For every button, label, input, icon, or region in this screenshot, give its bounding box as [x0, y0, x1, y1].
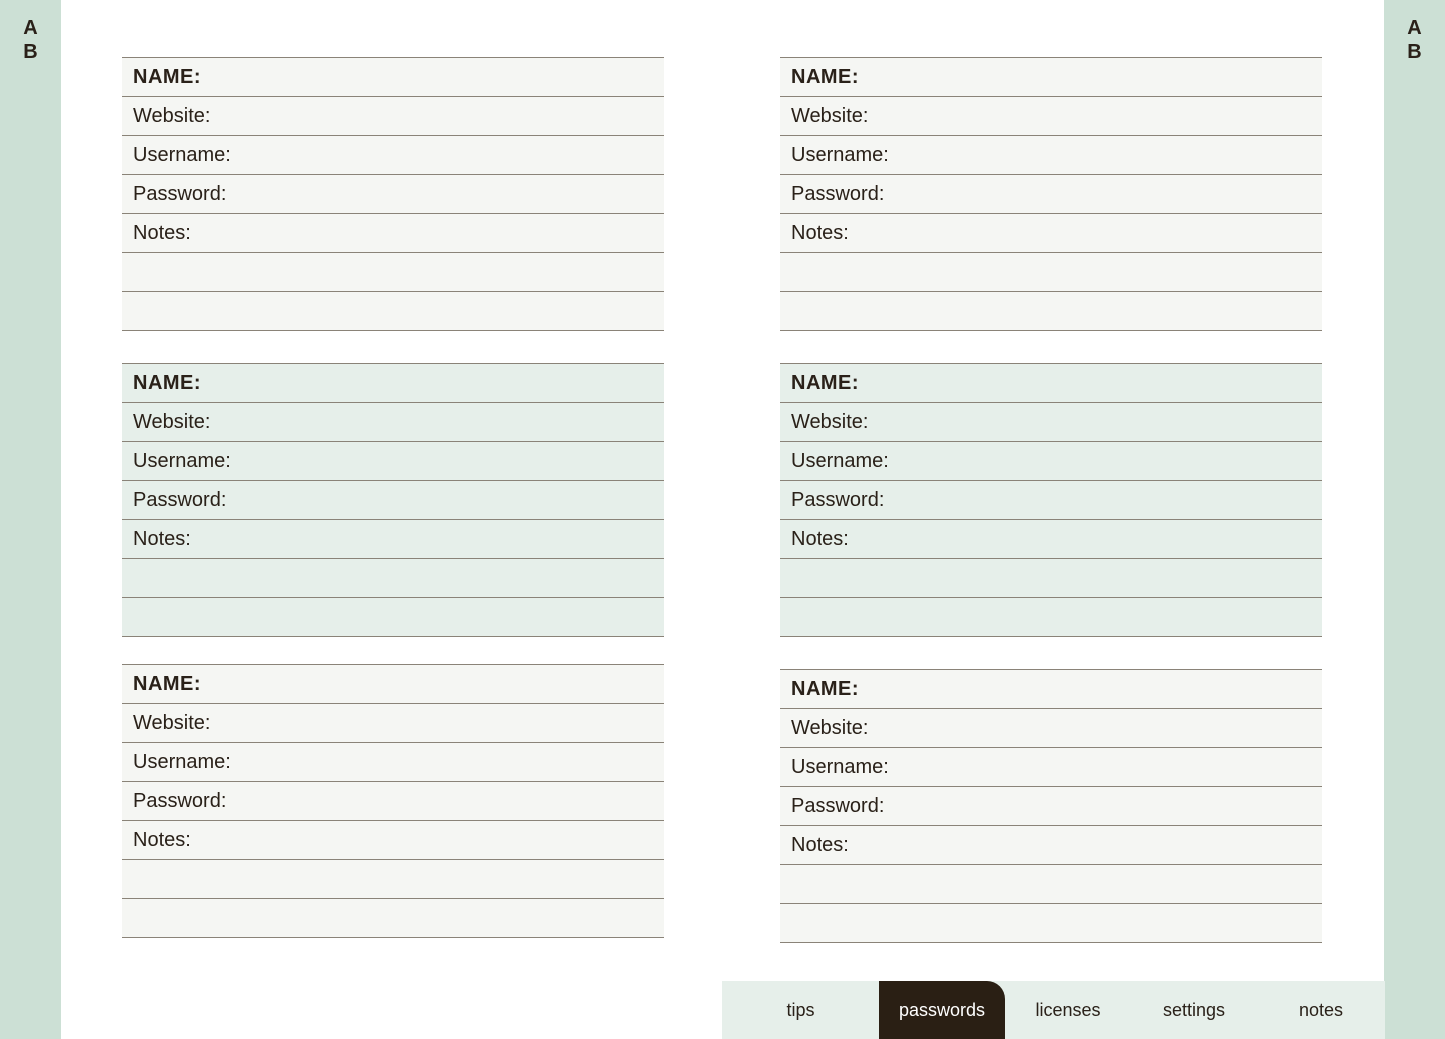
website-row[interactable] [780, 708, 1322, 747]
website-row[interactable] [780, 96, 1322, 135]
password-card-4 [780, 363, 1322, 637]
username-label: Username: [791, 144, 889, 166]
notes-label: Notes: [791, 834, 849, 856]
notes-row[interactable] [122, 213, 664, 252]
password-row[interactable] [122, 480, 664, 519]
username-row[interactable] [780, 441, 1322, 480]
password-label: Password: [133, 183, 227, 205]
left-index-letters [0, 16, 61, 64]
notes-line[interactable] [780, 252, 1322, 291]
notes-label: Notes: [791, 222, 849, 244]
username-row[interactable] [122, 135, 664, 174]
password-label: Password: [791, 183, 885, 205]
notes-row[interactable] [780, 519, 1322, 558]
notes-line[interactable] [122, 898, 664, 938]
password-row[interactable] [780, 174, 1322, 213]
tab-passwords[interactable]: passwords [879, 981, 1005, 1039]
website-label: Website: [791, 105, 869, 127]
index-letter-b[interactable]: B [1407, 41, 1422, 63]
name-label: NAME: [133, 673, 202, 695]
notes-row[interactable] [780, 213, 1322, 252]
notes-line[interactable] [780, 903, 1322, 943]
section-tab-bar [722, 981, 1385, 1039]
password-card-3 [122, 363, 664, 637]
tab-settings[interactable]: settings [1162, 999, 1226, 1020]
notes-row[interactable] [122, 519, 664, 558]
password-card-6 [780, 669, 1322, 943]
username-label: Username: [791, 756, 889, 778]
notes-label: Notes: [133, 528, 191, 550]
notes-line[interactable] [122, 859, 664, 898]
notes-line[interactable] [122, 252, 664, 291]
tab-licenses[interactable]: licenses [1035, 999, 1101, 1020]
password-row[interactable] [780, 480, 1322, 519]
username-row[interactable] [122, 441, 664, 480]
name-label: NAME: [791, 678, 860, 700]
password-card-5 [122, 664, 664, 938]
notes-line[interactable] [780, 864, 1322, 903]
username-label: Username: [133, 450, 231, 472]
website-row[interactable] [780, 402, 1322, 441]
name-label: NAME: [133, 372, 202, 394]
username-row[interactable] [122, 742, 664, 781]
tab-tips[interactable]: tips [786, 999, 815, 1020]
notes-line[interactable] [780, 291, 1322, 331]
website-row[interactable] [122, 402, 664, 441]
notes-line[interactable] [122, 597, 664, 637]
password-card-2 [780, 57, 1322, 331]
username-row[interactable] [780, 747, 1322, 786]
notes-row[interactable] [122, 820, 664, 859]
website-label: Website: [133, 105, 211, 127]
password-row[interactable] [122, 781, 664, 820]
name-label: NAME: [133, 66, 202, 88]
website-label: Website: [133, 712, 211, 734]
name-row[interactable] [122, 664, 664, 703]
tab-notes[interactable]: notes [1298, 999, 1344, 1020]
notes-label: Notes: [133, 222, 191, 244]
notes-line[interactable] [780, 597, 1322, 637]
notes-label: Notes: [133, 829, 191, 851]
website-row[interactable] [122, 703, 664, 742]
right-index-letters [1384, 16, 1445, 64]
index-letter-b[interactable]: B [23, 41, 38, 63]
left-index-strip [0, 0, 61, 1039]
notes-label: Notes: [791, 528, 849, 550]
name-label: NAME: [791, 372, 860, 394]
password-label: Password: [133, 790, 227, 812]
password-label: Password: [791, 489, 885, 511]
password-row[interactable] [122, 174, 664, 213]
name-row[interactable] [780, 57, 1322, 96]
username-label: Username: [133, 751, 231, 773]
index-letter-a[interactable]: A [23, 17, 38, 39]
password-card-1 [122, 57, 664, 331]
website-row[interactable] [122, 96, 664, 135]
username-label: Username: [791, 450, 889, 472]
password-label: Password: [133, 489, 227, 511]
notes-line[interactable] [122, 291, 664, 331]
username-label: Username: [133, 144, 231, 166]
website-label: Website: [133, 411, 211, 433]
name-row[interactable] [780, 669, 1322, 708]
website-label: Website: [791, 411, 869, 433]
password-label: Password: [791, 795, 885, 817]
index-letter-a[interactable]: A [1407, 17, 1422, 39]
name-row[interactable] [122, 363, 664, 402]
notes-line[interactable] [122, 558, 664, 597]
password-row[interactable] [780, 786, 1322, 825]
notes-line[interactable] [780, 558, 1322, 597]
name-label: NAME: [791, 66, 860, 88]
name-row[interactable] [122, 57, 664, 96]
notes-row[interactable] [780, 825, 1322, 864]
website-label: Website: [791, 717, 869, 739]
username-row[interactable] [780, 135, 1322, 174]
right-index-strip [1384, 0, 1445, 1039]
name-row[interactable] [780, 363, 1322, 402]
